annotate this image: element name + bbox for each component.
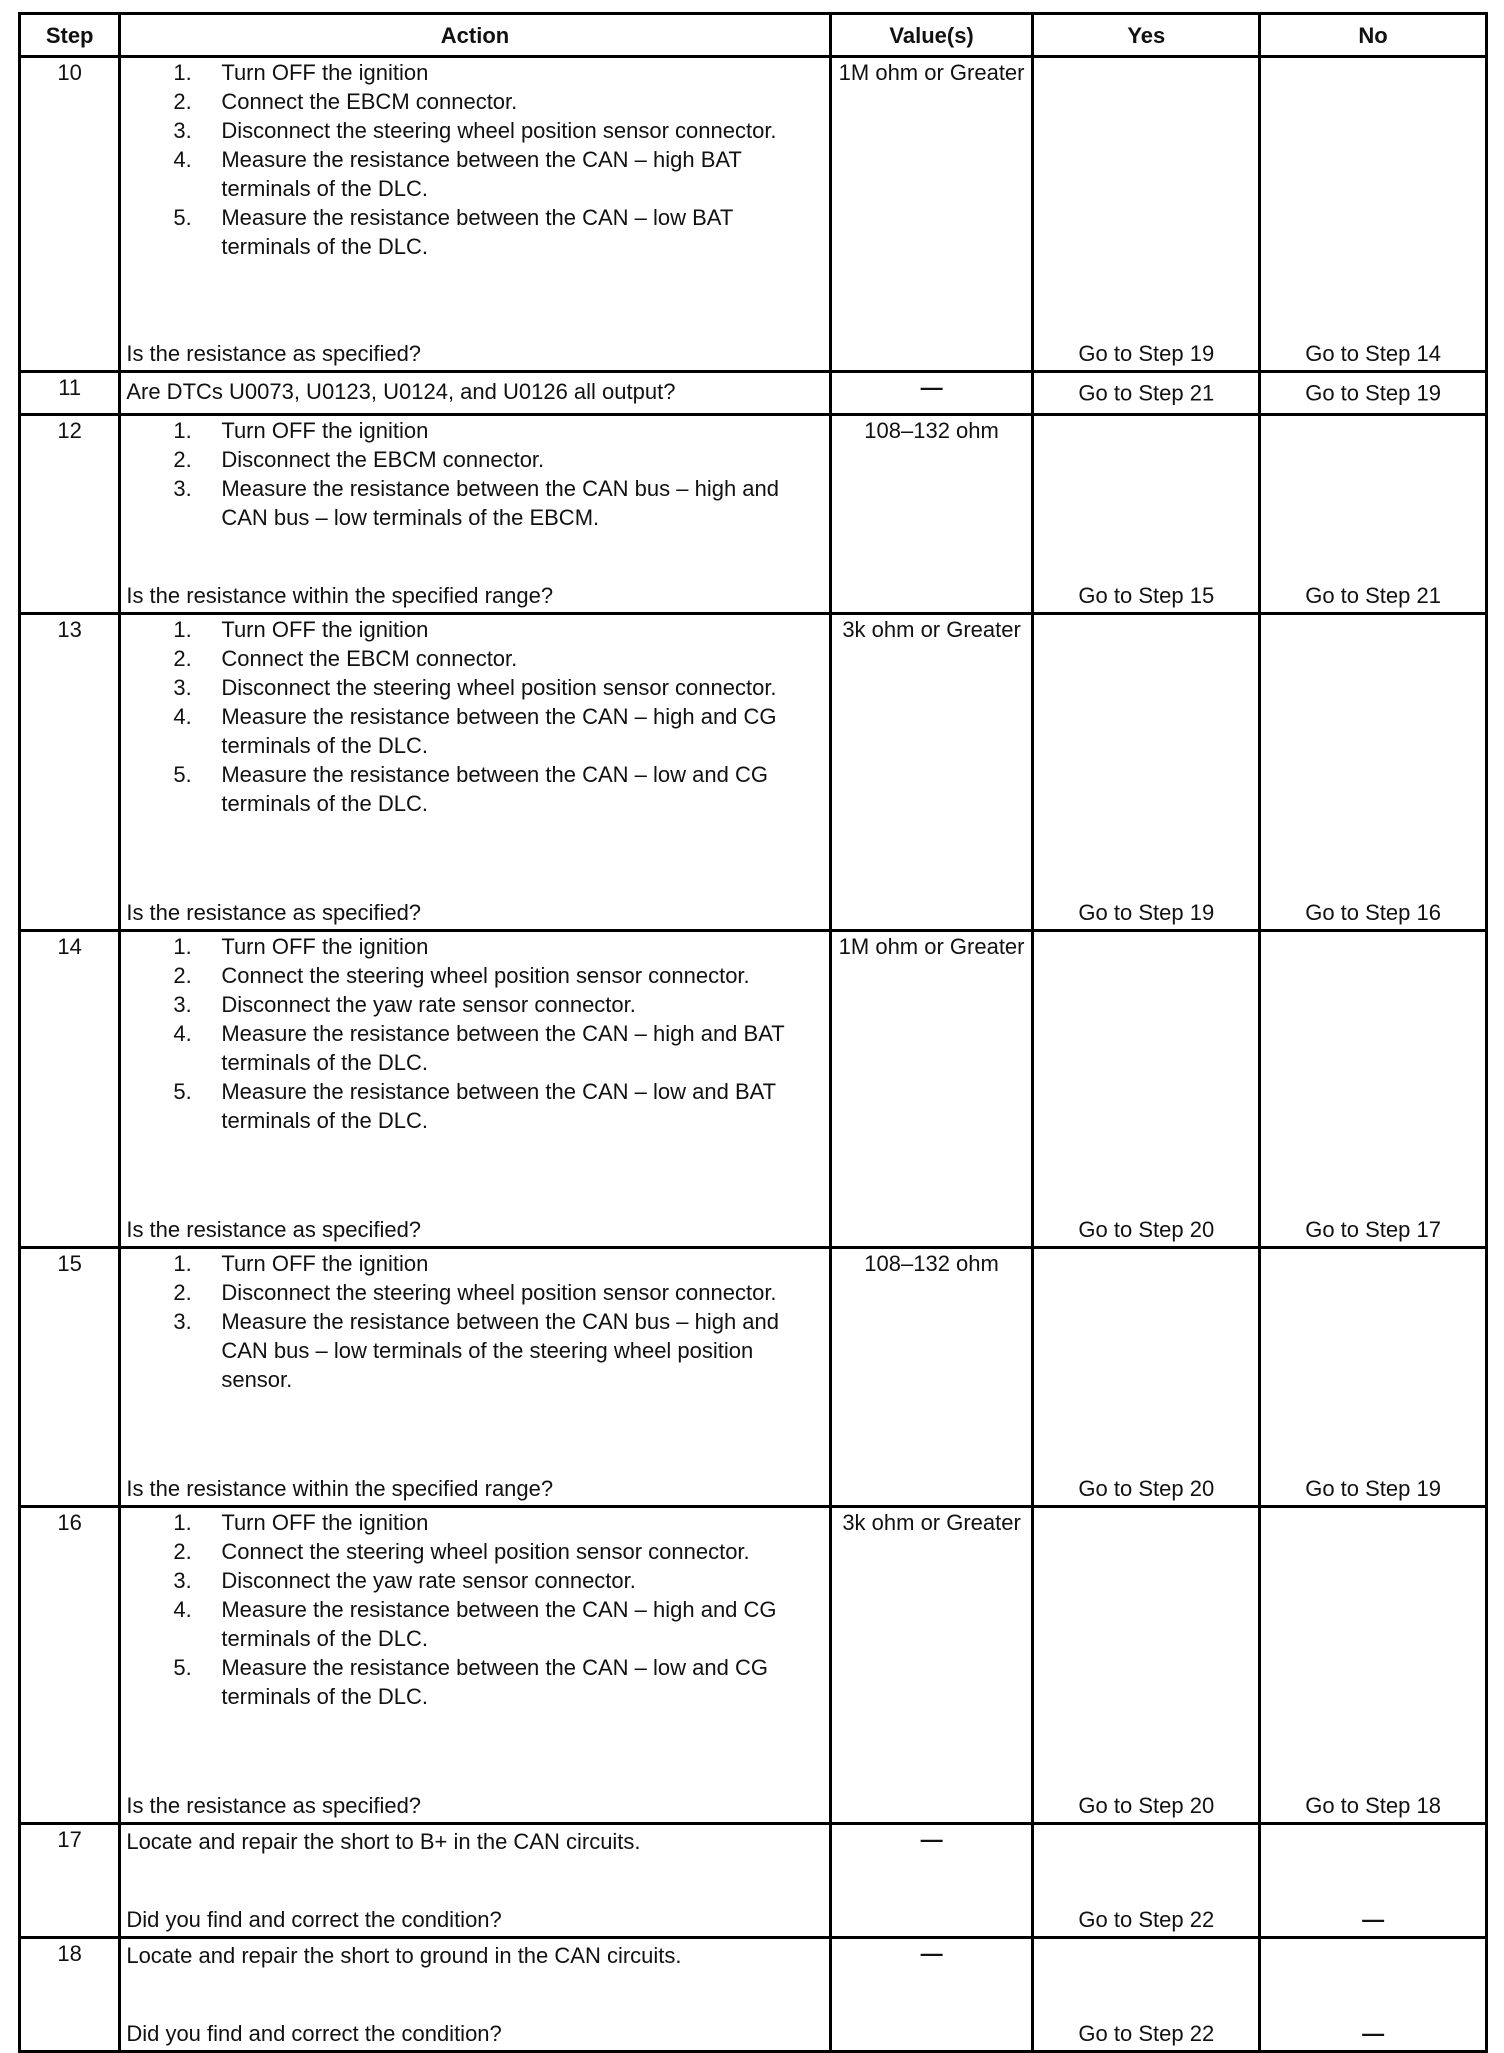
action-step-number: 4.: [173, 1021, 192, 1046]
action-question: Is the resistance within the specified range?: [126, 1476, 554, 1501]
action-steps-list: [121, 1249, 828, 1394]
yes-result: Go to Step 21: [1078, 380, 1215, 406]
no-cell: [1260, 372, 1487, 415]
no-content: [1261, 1825, 1485, 1936]
table-row: [20, 614, 1487, 931]
action-steps-list: [121, 1508, 828, 1711]
yes-result: Go to Step 22: [1078, 1907, 1215, 1932]
action-step-item: [121, 644, 828, 673]
action-text: Locate and repair the short to B+ in the CAN circuits.: [126, 1829, 641, 1854]
yes-content: [1034, 58, 1258, 370]
action-question: Is the resistance as specified?: [126, 1217, 422, 1242]
action-step-item: [121, 87, 828, 116]
action-step-item: [121, 1537, 828, 1566]
yes-cell: [1033, 931, 1260, 1248]
table-row: [20, 1507, 1487, 1824]
action-step-item: [121, 702, 828, 760]
header-action: Action: [120, 14, 830, 57]
value-cell: 108–132 ohm: [830, 415, 1033, 614]
action-step-item: [121, 932, 828, 961]
step-number: 12: [20, 415, 120, 614]
action-step-item: [121, 1249, 828, 1278]
yes-content: [1034, 1939, 1258, 2050]
action-step-item: [121, 961, 828, 990]
no-content: [1261, 1508, 1485, 1822]
action-step-number: 5.: [173, 1655, 192, 1680]
action-step-text: Measure the resistance between the CAN bus – high and CAN bus – low terminals of the steering wheel position sensor.: [221, 1309, 779, 1392]
action-step-text: Connect the EBCM connector.: [221, 89, 518, 114]
action-step-text: Turn OFF the ignition: [221, 617, 429, 642]
action-question: Is the resistance as specified?: [126, 1793, 422, 1818]
no-content: [1261, 373, 1485, 413]
no-cell: [1260, 1938, 1487, 2052]
yes-cell: [1033, 1938, 1260, 2052]
action-cell: [120, 372, 830, 415]
action-step-item: [121, 1307, 828, 1394]
action-question: Is the resistance as specified?: [126, 341, 422, 366]
header-row: [20, 14, 1487, 57]
action-step-number: 2.: [173, 89, 192, 114]
action-cell: [120, 1824, 830, 1938]
action-content: [121, 615, 828, 929]
action-step-number: 1.: [173, 418, 192, 443]
action-question: Did you find and correct the condition?: [126, 2021, 502, 2046]
action-step-text: Connect the steering wheel position sensor connector.: [221, 1539, 750, 1564]
action-step-text: Turn OFF the ignition: [221, 1510, 429, 1535]
action-cell: [120, 57, 830, 372]
action-step-item: [121, 116, 828, 145]
action-step-text: Disconnect the yaw rate sensor connector.: [221, 1568, 636, 1593]
action-step-number: 3.: [173, 118, 192, 143]
yes-cell: [1033, 57, 1260, 372]
yes-content: [1034, 615, 1258, 929]
action-step-number: 1.: [173, 1510, 192, 1535]
action-question: Is the resistance as specified?: [126, 900, 422, 925]
yes-result: Go to Step 19: [1078, 341, 1215, 366]
action-step-number: 4.: [173, 704, 192, 729]
action-step-item: [121, 203, 828, 261]
no-result: Go to Step 16: [1305, 900, 1441, 925]
action-content: [121, 1825, 828, 1936]
action-cell: [120, 1507, 830, 1824]
yes-result: Go to Step 19: [1078, 900, 1215, 925]
action-text: Are DTCs U0073, U0123, U0124, and U0126 all output?: [126, 379, 676, 404]
no-result: —: [1362, 1907, 1385, 1932]
action-content: [121, 373, 828, 413]
action-step-number: 1.: [173, 1251, 192, 1276]
action-content: [121, 416, 828, 612]
table-row: [20, 1248, 1487, 1507]
action-step-text: Measure the resistance between the CAN – high and CG terminals of the DLC.: [221, 1597, 777, 1651]
action-step-item: [121, 1653, 828, 1711]
action-question: Is the resistance within the specified range?: [126, 583, 554, 608]
action-cell: [120, 1938, 830, 2052]
action-step-number: 2.: [173, 1280, 192, 1305]
table-row: [20, 415, 1487, 614]
action-step-number: 5.: [173, 1079, 192, 1104]
action-step-text: Measure the resistance between the CAN – low and CG terminals of the DLC.: [221, 762, 768, 816]
yes-cell: [1033, 614, 1260, 931]
value-cell: 3k ohm or Greater: [830, 1507, 1033, 1824]
action-step-item: [121, 1566, 828, 1595]
action-cell: [120, 415, 830, 614]
action-step-number: 2.: [173, 646, 192, 671]
no-result: Go to Step 18: [1305, 1793, 1441, 1818]
action-step-text: Turn OFF the ignition: [221, 418, 429, 443]
action-step-number: 1.: [173, 60, 192, 85]
no-content: [1261, 416, 1485, 612]
no-cell: [1260, 57, 1487, 372]
value-cell: 1M ohm or Greater: [830, 931, 1033, 1248]
yes-result: Go to Step 22: [1078, 2021, 1215, 2046]
action-step-text: Measure the resistance between the CAN – high BAT terminals of the DLC.: [221, 147, 742, 201]
no-result: Go to Step 19: [1305, 380, 1441, 406]
value-cell: 108–132 ohm: [830, 1248, 1033, 1507]
action-step-text: Measure the resistance between the CAN – high and CG terminals of the DLC.: [221, 704, 777, 758]
table-row: [20, 931, 1487, 1248]
value-cell: 1M ohm or Greater: [830, 57, 1033, 372]
table-row: [20, 372, 1487, 415]
yes-result: Go to Step 20: [1078, 1476, 1215, 1501]
yes-cell: [1033, 1507, 1260, 1824]
action-step-text: Disconnect the steering wheel position sensor connector.: [221, 1280, 777, 1305]
table-row: [20, 57, 1487, 372]
action-content: [121, 1249, 828, 1505]
action-step-text: Measure the resistance between the CAN – low BAT terminals of the DLC.: [221, 205, 733, 259]
header-step: Step: [20, 14, 120, 57]
action-step-text: Disconnect the yaw rate sensor connector.: [221, 992, 636, 1017]
no-content: [1261, 1939, 1485, 2050]
action-step-text: Disconnect the EBCM connector.: [221, 447, 545, 472]
action-step-text: Connect the steering wheel position sensor connector.: [221, 963, 750, 988]
header-values: Value(s): [830, 14, 1033, 57]
action-step-item: [121, 673, 828, 702]
no-cell: [1260, 415, 1487, 614]
action-step-number: 2.: [173, 447, 192, 472]
action-content: [121, 58, 828, 370]
step-number: 18: [20, 1938, 120, 2052]
action-step-number: 3.: [173, 1568, 192, 1593]
value-cell: —: [830, 1938, 1033, 2052]
no-result: Go to Step 19: [1305, 1476, 1441, 1501]
value-cell: —: [830, 372, 1033, 415]
action-step-text: Measure the resistance between the CAN – high and BAT terminals of the DLC.: [221, 1021, 785, 1075]
action-step-item: [121, 1077, 828, 1135]
action-step-number: 5.: [173, 762, 192, 787]
action-steps-list: [121, 416, 828, 532]
no-cell: [1260, 1824, 1487, 1938]
action-step-text: Disconnect the steering wheel position sensor connector.: [221, 118, 777, 143]
no-content: [1261, 615, 1485, 929]
yes-result: Go to Step 20: [1078, 1217, 1215, 1242]
action-cell: [120, 931, 830, 1248]
action-step-text: Turn OFF the ignition: [221, 60, 429, 85]
action-step-number: 1.: [173, 934, 192, 959]
action-step-item: [121, 145, 828, 203]
no-content: [1261, 1249, 1485, 1505]
action-step-number: 3.: [173, 1309, 192, 1334]
step-number: 17: [20, 1824, 120, 1938]
no-cell: [1260, 1248, 1487, 1507]
action-step-number: 5.: [173, 205, 192, 230]
action-step-item: [121, 615, 828, 644]
action-step-item: [121, 990, 828, 1019]
action-step-text: Measure the resistance between the CAN – low and CG terminals of the DLC.: [221, 1655, 768, 1709]
action-step-text: Disconnect the steering wheel position sensor connector.: [221, 675, 777, 700]
no-result: Go to Step 14: [1305, 341, 1441, 366]
action-step-item: [121, 760, 828, 818]
no-cell: [1260, 931, 1487, 1248]
action-step-number: 1.: [173, 617, 192, 642]
action-step-number: 2.: [173, 963, 192, 988]
diagnostic-table: [18, 12, 1488, 2053]
action-step-text: Turn OFF the ignition: [221, 934, 429, 959]
value-cell: —: [830, 1824, 1033, 1938]
header-no: No: [1260, 14, 1487, 57]
step-number: 15: [20, 1248, 120, 1507]
action-step-item: [121, 1508, 828, 1537]
action-content: [121, 1508, 828, 1822]
no-cell: [1260, 614, 1487, 931]
action-step-item: [121, 474, 828, 532]
action-step-text: Turn OFF the ignition: [221, 1251, 429, 1276]
no-result: —: [1362, 2021, 1385, 2046]
yes-content: [1034, 1249, 1258, 1505]
value-cell: 3k ohm or Greater: [830, 614, 1033, 931]
no-content: [1261, 932, 1485, 1246]
yes-cell: [1033, 372, 1260, 415]
yes-cell: [1033, 1824, 1260, 1938]
no-result: Go to Step 21: [1305, 583, 1441, 608]
action-step-item: [121, 416, 828, 445]
action-step-number: 2.: [173, 1539, 192, 1564]
step-number: 11: [20, 372, 120, 415]
action-step-number: 3.: [173, 476, 192, 501]
yes-content: [1034, 1508, 1258, 1822]
action-step-item: [121, 1278, 828, 1307]
action-step-number: 3.: [173, 992, 192, 1017]
yes-content: [1034, 1825, 1258, 1936]
step-number: 14: [20, 931, 120, 1248]
action-step-text: Connect the EBCM connector.: [221, 646, 518, 671]
step-number: 16: [20, 1507, 120, 1824]
yes-content: [1034, 416, 1258, 612]
header-yes: Yes: [1033, 14, 1260, 57]
action-step-number: 4.: [173, 1597, 192, 1622]
step-number: 13: [20, 614, 120, 931]
step-number: 10: [20, 57, 120, 372]
no-result: Go to Step 17: [1305, 1217, 1441, 1242]
action-content: [121, 932, 828, 1246]
no-content: [1261, 58, 1485, 370]
action-steps-list: [121, 615, 828, 818]
table-row: [20, 1938, 1487, 2052]
action-step-item: [121, 58, 828, 87]
yes-content: [1034, 373, 1258, 413]
yes-cell: [1033, 415, 1260, 614]
action-step-item: [121, 1019, 828, 1077]
yes-content: [1034, 932, 1258, 1246]
action-cell: [120, 1248, 830, 1507]
action-content: [121, 1939, 828, 2050]
yes-result: Go to Step 20: [1078, 1793, 1215, 1818]
yes-result: Go to Step 15: [1078, 583, 1215, 608]
action-step-text: Measure the resistance between the CAN – low and BAT terminals of the DLC.: [221, 1079, 776, 1133]
action-step-number: 3.: [173, 675, 192, 700]
action-text: Locate and repair the short to ground in the CAN circuits.: [126, 1943, 682, 1968]
action-step-number: 4.: [173, 147, 192, 172]
no-cell: [1260, 1507, 1487, 1824]
action-steps-list: [121, 58, 828, 261]
yes-cell: [1033, 1248, 1260, 1507]
table-row: [20, 1824, 1487, 1938]
action-question: Did you find and correct the condition?: [126, 1907, 502, 1932]
action-step-text: Measure the resistance between the CAN bus – high and CAN bus – low terminals of the EBCM.: [221, 476, 779, 530]
action-step-item: [121, 1595, 828, 1653]
action-steps-list: [121, 932, 828, 1135]
action-step-item: [121, 445, 828, 474]
action-cell: [120, 614, 830, 931]
